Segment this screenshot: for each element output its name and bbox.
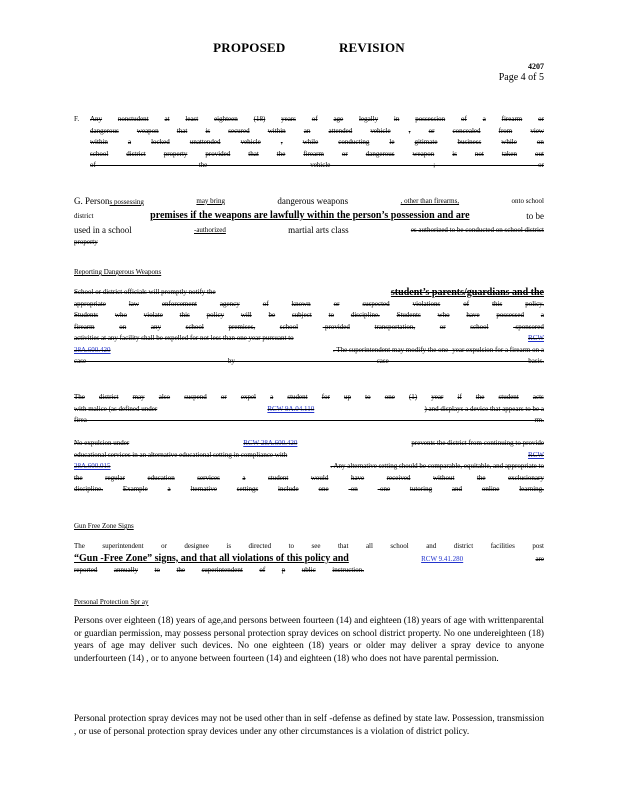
reporting-paragraph-3 xyxy=(74,438,544,496)
page-number: Page 4 of 5 xyxy=(498,72,544,83)
section-g-text: district xyxy=(74,212,94,220)
section-g-marker: G. xyxy=(74,196,83,206)
page-title: PROPOSED REVISION xyxy=(213,40,405,55)
reporting-paragraph-2 xyxy=(74,392,544,427)
reporting-text: educational services in an alternative educational setting in compliance with xyxy=(74,450,288,459)
section-f-line: dangerous weapon that is secured within an attended vehicle , or concealed from view xyxy=(90,126,544,135)
reporting-text: appropriate law enforcement agency of known or suspected violations of this policy. xyxy=(74,299,544,308)
spray-paragraph-1: Persons over eighteen (18) years of age,and persons between fourteen (14) and eighteen (18) years of age with writtenparental or guardian permission, may possess personal protection spray devices on school district property. No one undereighteen (18) years of age may deliver such devices. No one eighteen (18) years or older may deliver a spray device to anyone underfourteen (14) , or to anyone between fourteen (14) and eighteen (18) who does not have parental permission. xyxy=(74,616,544,664)
section-f xyxy=(74,114,544,172)
section-g-text: used in a school xyxy=(74,225,132,235)
section-g-deleted-text: es authorized to be conducted on school district xyxy=(410,226,544,234)
section-g xyxy=(74,194,544,249)
spray-heading: Personal Protection Spr ay xyxy=(74,598,149,606)
rcw-link[interactable]: 28A.600.420 xyxy=(74,345,111,354)
reporting-text: Students who violate this policy will be subject to discipline. Students who have possessed a xyxy=(74,311,544,319)
section-g-text: martial arts class xyxy=(288,225,349,235)
reporting-text: The district may also suspend or expel a student for up to one (1) year if the student acts xyxy=(74,393,544,401)
section-f-line: Any nonstudent at least eighteen (18) years of age legally in possession of a firearm or xyxy=(90,115,544,123)
section-g-text: Person xyxy=(85,196,110,206)
section-f-line: within a locked unattended vehicle , while conducting le gitimate business while on xyxy=(90,138,544,146)
reporting-text: case -by -case basis. xyxy=(74,357,544,365)
section-f-marker: F. xyxy=(74,115,80,123)
section-g-text: to be xyxy=(526,211,544,221)
reporting-text: the regular education services a student would have received without the exclusionary xyxy=(74,473,544,482)
section-f-line: school district property provided that the firearm or dangerous weapon is not taken out xyxy=(90,149,544,158)
reporting-text: School or district officials will promptly notify the xyxy=(74,288,216,296)
gun-free-text: The superintendent or designee is directed to see that all school and district facilities post xyxy=(74,542,544,550)
gun-free-heading: Gun Free Zone Signs xyxy=(74,522,134,530)
reporting-text: firearm on any school premises, school -provided transportation, or school -sponsored xyxy=(74,322,544,331)
gun-free-deleted-text: reported annually to the superintendent of p ublic instruction. xyxy=(74,565,364,574)
gun-free-deleted-text: are xyxy=(535,554,544,563)
section-g-inserted-text: s possessing xyxy=(109,198,144,206)
section-f-last-line: of the vehicle ; or xyxy=(90,161,544,169)
policy-number: 4207 xyxy=(528,62,544,71)
rcw-link[interactable]: RCW 9.41.280 xyxy=(421,554,464,563)
reporting-text: . Any alternative setting should be comparable, equitable, and appropriate to xyxy=(330,462,544,470)
rcw-link[interactable]: RCW 28A.600.420 xyxy=(243,439,298,447)
reporting-paragraph-1 xyxy=(74,287,544,368)
section-g-text: dangerous weapons xyxy=(277,196,349,206)
rcw-link[interactable]: 28A.600.015 xyxy=(74,462,111,470)
section-g-inserted-text: , other than firearms, xyxy=(400,197,460,205)
reporting-text: with malice (as defined under xyxy=(74,404,158,413)
reporting-text: No expulsion under xyxy=(74,439,130,447)
gun-free-inserted-text: “Gun -Free Zone” signs, and that all violations of this policy and xyxy=(74,552,349,564)
spray-paragraph-2: Personal protection spray devices may not be used other than in self -defense as defined by state law. Possession, transmission , or use of personal protection spray devices under any other circumstances is a violation of district policy. xyxy=(74,714,544,737)
reporting-text: activities at any facility shall be expelled for not less than one year pursuant to xyxy=(74,334,294,342)
section-g-inserted-text: -authorized xyxy=(193,226,226,234)
reporting-text: . The superintendent may modify the one -year expulsion for a firearm on a xyxy=(333,345,544,354)
reporting-text: ) and displays a device that appears to be a xyxy=(424,404,544,413)
section-g-deleted-text: property xyxy=(74,238,98,246)
section-g-inserted-text: premises if the weapons are lawfully within the person’s possession and are xyxy=(150,210,470,221)
section-g-text: onto school xyxy=(511,197,544,205)
reporting-inserted-text: student’s parents/guardians and the xyxy=(390,287,544,298)
rcw-link[interactable]: RCW 9A.04.110 xyxy=(267,404,315,413)
rcw-link[interactable]: RCW xyxy=(528,334,544,342)
section-g-inserted-text: may bring xyxy=(196,197,225,205)
gun-free-paragraph xyxy=(74,541,544,576)
rcw-link[interactable]: RCW xyxy=(528,450,544,459)
reporting-text: prevents the district from continuing to provide xyxy=(411,439,544,447)
reporting-heading: Reporting Dangerous Weapons xyxy=(74,268,162,276)
reporting-text: firea rm. xyxy=(74,416,544,424)
reporting-text: discipline. Example a lternative settings include one -on -one tutoring and online learning. xyxy=(74,485,544,493)
